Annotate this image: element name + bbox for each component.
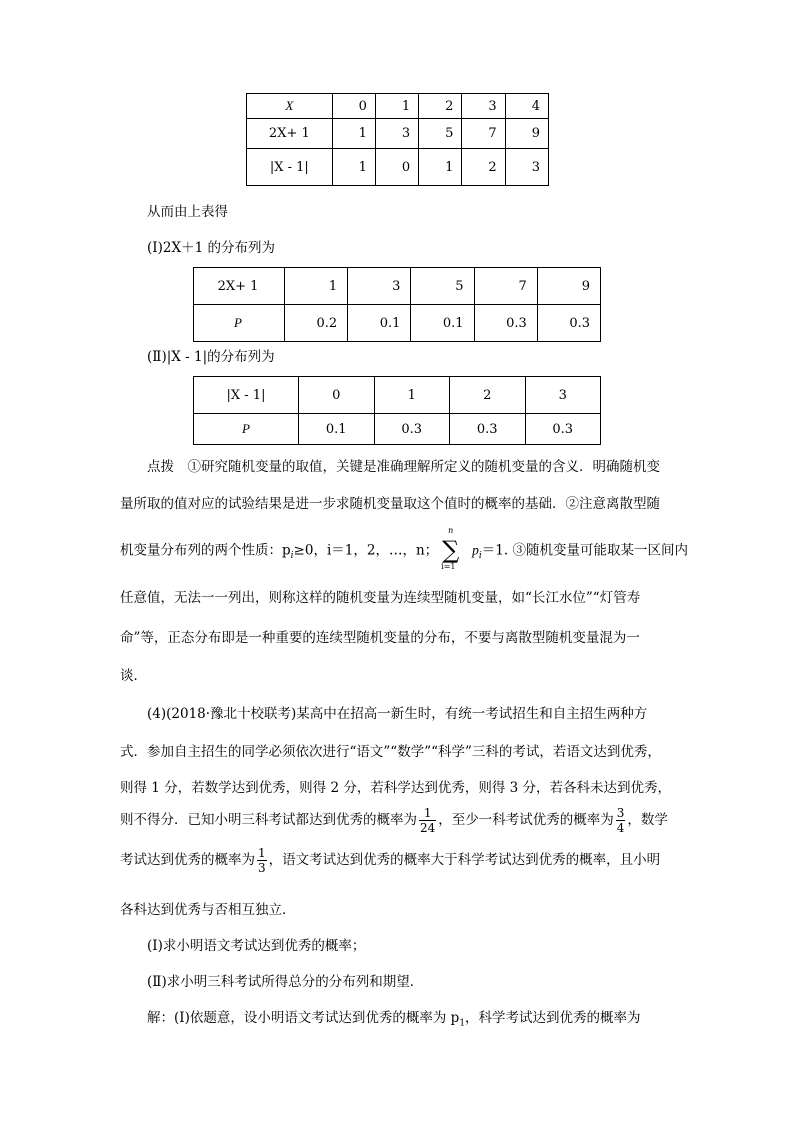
value-table <box>246 93 549 186</box>
table-cell: 0.3 <box>374 414 450 445</box>
distribution-table-1 <box>193 267 601 342</box>
fraction <box>419 806 436 835</box>
problem-text: 考试达到优秀的概率为 <box>120 852 255 868</box>
problem-line-3: 则得 1 分，若数学达到优秀，则得 2 分，若科学达到优秀，则得 3 分，若各科未达到优秀， <box>120 780 672 796</box>
table-cell: 0.1 <box>411 305 474 342</box>
problem-text: ，数学 <box>627 812 668 828</box>
table-cell: 1 <box>285 268 348 305</box>
table-cell: 0 <box>299 377 375 414</box>
numerator: 1 <box>258 846 266 860</box>
note-text: ≥0，i＝1，2，…，n； <box>293 542 439 559</box>
table-cell: 1 <box>375 94 418 119</box>
numerator: 1 <box>419 806 436 821</box>
table-cell: 7 <box>462 119 505 149</box>
problem-text: ，语文考试达到优秀的概率大于科学考试达到优秀的概率，且小明 <box>268 852 661 868</box>
table-cell: 5 <box>419 119 462 149</box>
table-cell: 3 <box>462 94 505 119</box>
table-row <box>194 305 601 342</box>
section-heading: (Ⅱ)|X - 1|的分布列为 <box>147 349 275 365</box>
table-cell: |X - 1| <box>194 377 299 414</box>
table-cell: 3 <box>375 119 418 149</box>
table-cell: 9 <box>505 119 548 149</box>
table-row <box>247 149 549 186</box>
table-cell: 0 <box>375 149 418 186</box>
table-cell: 0.3 <box>537 305 600 342</box>
table-cell: 2 <box>450 377 526 414</box>
table-cell: 1 <box>332 119 375 149</box>
table-cell: 3 <box>525 377 601 414</box>
table-row <box>247 119 549 149</box>
table-cell: 3 <box>505 149 548 186</box>
distribution-table-2 <box>193 376 601 445</box>
table-cell: 0.3 <box>450 414 526 445</box>
problem-line-6: 各科达到优秀与否相互独立． <box>120 902 296 918</box>
problem-line-1: (4)(2018·豫北十校联考)某高中在招高一新生时，有统一考试招生和自主招生两种方 <box>147 706 648 722</box>
paragraph: 从而由上表得 <box>147 204 228 220</box>
table-cell: 1 <box>332 149 375 186</box>
sum-upper: n <box>448 526 454 535</box>
table-cell: 7 <box>474 268 537 305</box>
problem-line-5 <box>120 846 660 875</box>
table-cell: X <box>247 94 333 119</box>
table-cell: 2 <box>419 94 462 119</box>
table-cell: 3 <box>348 268 411 305</box>
table-cell: 2 <box>462 149 505 186</box>
solution-text: 解：(Ⅰ)依题意，设小明语文考试达到优秀的概率为 p <box>147 1010 460 1026</box>
note-line-5: 命”等，正态分布即是一种重要的连续型随机变量的分布，不要与离散型随机变量混为一 <box>120 630 640 646</box>
problem-text: 则不得分．已知小明三科考试都达到优秀的概率为 <box>120 812 417 828</box>
summation-symbol: n ∑ i=1 <box>441 526 460 571</box>
table-cell: 4 <box>505 94 548 119</box>
problem-line-2: 式．参加自主招生的同学必须依次进行“语文”“数学”“科学”三科的考试，若语文达到优秀， <box>120 744 661 760</box>
section-heading: (Ⅰ)2X＋1 的分布列为 <box>147 240 275 256</box>
sum-lower: i=1 <box>441 562 456 571</box>
note-line-6: 谈． <box>120 668 147 684</box>
problem-text: ，至少一科考试优秀的概率为 <box>438 812 614 828</box>
table-cell: 0.2 <box>285 305 348 342</box>
table-cell: 2X+ 1 <box>194 268 285 305</box>
table-cell: |X - 1| <box>247 149 333 186</box>
solution-text: ，科学考试达到优秀的概率为 <box>465 1010 641 1026</box>
subscript: 1 <box>459 1018 466 1029</box>
table-cell: 2X+ 1 <box>247 119 333 149</box>
table-cell: 9 <box>537 268 600 305</box>
note-text: ＝1. ③随机变量可能取某一区间内 <box>481 542 688 559</box>
table-cell: P <box>194 414 299 445</box>
table-cell: 1 <box>419 149 462 186</box>
note-text: 机变量分布列的两个性质：p <box>120 542 291 559</box>
table-cell: 1 <box>374 377 450 414</box>
question-1: (Ⅰ)求小明语文考试达到优秀的概率； <box>147 938 366 954</box>
denominator: 24 <box>420 821 436 835</box>
denominator: 4 <box>616 821 625 835</box>
note-line-1: 点拨 ①研究随机变量的取值，关键是准确理解所定义的随机变量的含义．明确随机变 <box>147 459 660 475</box>
question-2: (Ⅱ)求小明三科考试所得总分的分布列和期望． <box>147 974 424 990</box>
note-line-3: 机变量分布列的两个性质：$p_i\ge 0$，i＝1，2，…，n； n ∑ i=1 $p_i=1$. ③随机变量可能取某一区间内 <box>120 526 688 571</box>
fraction <box>257 846 267 875</box>
numerator: 3 <box>616 806 625 820</box>
solution-line <box>147 1006 641 1029</box>
note-line-2: 量所取的值对应的试验结果是进一步求随机变量取这个值时的概率的基础．②注意离散型随 <box>120 496 660 512</box>
table-row <box>194 268 601 305</box>
problem-line-4 <box>120 806 668 835</box>
table-cell: 0.1 <box>348 305 411 342</box>
fraction <box>616 806 626 835</box>
denominator: 3 <box>258 861 266 875</box>
table-cell: 5 <box>411 268 474 305</box>
table-row <box>194 377 601 414</box>
table-cell: 0.3 <box>474 305 537 342</box>
table-cell: 0.3 <box>525 414 601 445</box>
table-row <box>194 414 601 445</box>
table-row <box>247 94 549 119</box>
note-line-4: 任意值，无法一一列出，则称这样的随机变量为连续型随机变量，如“长江水位”“灯管寿 <box>120 590 641 606</box>
sum-term: p <box>472 542 479 558</box>
table-cell: P <box>194 305 285 342</box>
table-cell: 0 <box>332 94 375 119</box>
table-cell: 0.1 <box>299 414 375 445</box>
